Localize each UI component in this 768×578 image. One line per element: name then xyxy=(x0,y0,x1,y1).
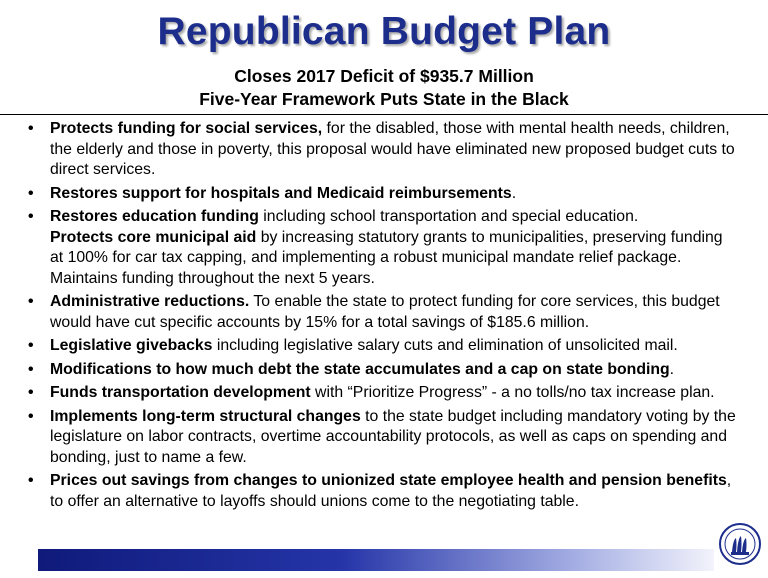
subtitle-deficit: Closes 2017 Deficit of $935.7 Million xyxy=(234,66,534,86)
bullet-item xyxy=(28,292,740,333)
bullet-text: , to offer an alternative to layoffs should unions come to the negotiating table. xyxy=(50,472,732,510)
bullet-dot: • xyxy=(28,184,34,202)
bullet-item xyxy=(28,184,740,205)
bullet-heading: Protects core municipal aid xyxy=(50,228,257,246)
bullet-heading: Prices out savings from changes to unionized state employee health and pension benefits xyxy=(50,472,727,489)
bullet-text: by increasing statutory grants to municipalities, preserving funding at 100% for car tax capping, and implementing a robust municipal mandate relief package. Maintains funding throughout the next 5 years. xyxy=(50,228,723,287)
bullet-dot: • xyxy=(28,384,34,401)
bullet-dot: • xyxy=(28,407,34,425)
bullet-text: . xyxy=(511,184,517,202)
bullet-dot: • xyxy=(28,337,34,354)
bullet-item xyxy=(28,407,740,469)
subtitle-framework: Five-Year Framework Puts State in the Black xyxy=(199,89,569,109)
bullet-item xyxy=(28,383,740,404)
bullet-item xyxy=(28,207,740,289)
bullet-item xyxy=(28,471,740,512)
bullet-heading: Implements long-term structural changes xyxy=(50,407,361,425)
bullet-text: including school transportation and special education. xyxy=(258,208,639,225)
bullet-heading: Modifications to how much debt the state accumulates and a cap on state bonding xyxy=(50,360,670,378)
bullet-text: . xyxy=(669,360,675,378)
bullet-item xyxy=(28,360,740,381)
bullet-item xyxy=(28,119,740,181)
bullet-text: for the disabled, those with mental health needs, children, the elderly and those in poverty, this proposal would have eliminated new proposed budget cuts to direct services. xyxy=(50,120,735,178)
footer-gradient-bar xyxy=(38,549,714,571)
bullet-text: to the state budget including mandatory voting by the legislature on labor contracts, overtime accountability protocols, as well as caps on spending and bonding, just to name a few. xyxy=(50,407,736,466)
bullet-dot: • xyxy=(28,472,34,489)
bullet-dot: • xyxy=(28,208,34,225)
slide-title: Republican Budget Plan xyxy=(157,10,611,53)
bullet-text: To enable the state to protect funding for core services, this budget would have cut specific accounts by 15% for a total savings of $185.6 million. xyxy=(50,293,720,331)
bullet-subparagraph xyxy=(50,228,740,290)
bullet-heading: Legislative givebacks xyxy=(50,337,213,354)
bullet-dot: • xyxy=(28,120,34,137)
bullet-dot: • xyxy=(28,360,34,378)
bullet-heading: Protects funding for social services, xyxy=(50,120,323,137)
bullet-item xyxy=(28,336,740,357)
bullet-text: with “Prioritize Progress” - a no tolls/no tax increase plan. xyxy=(310,384,715,401)
bullet-heading: Restores support for hospitals and Medicaid reimbursements xyxy=(50,184,512,202)
bullet-heading: Administrative reductions. xyxy=(50,293,250,310)
state-seal-icon xyxy=(718,522,762,566)
bullet-heading: Restores education funding xyxy=(50,208,259,225)
bullet-list xyxy=(28,119,740,515)
bullet-heading: Funds transportation development xyxy=(50,384,311,401)
bullet-text: including legislative salary cuts and elimination of unsolicited mail. xyxy=(212,337,678,354)
bullet-dot: • xyxy=(28,293,34,310)
header-divider xyxy=(0,114,768,115)
